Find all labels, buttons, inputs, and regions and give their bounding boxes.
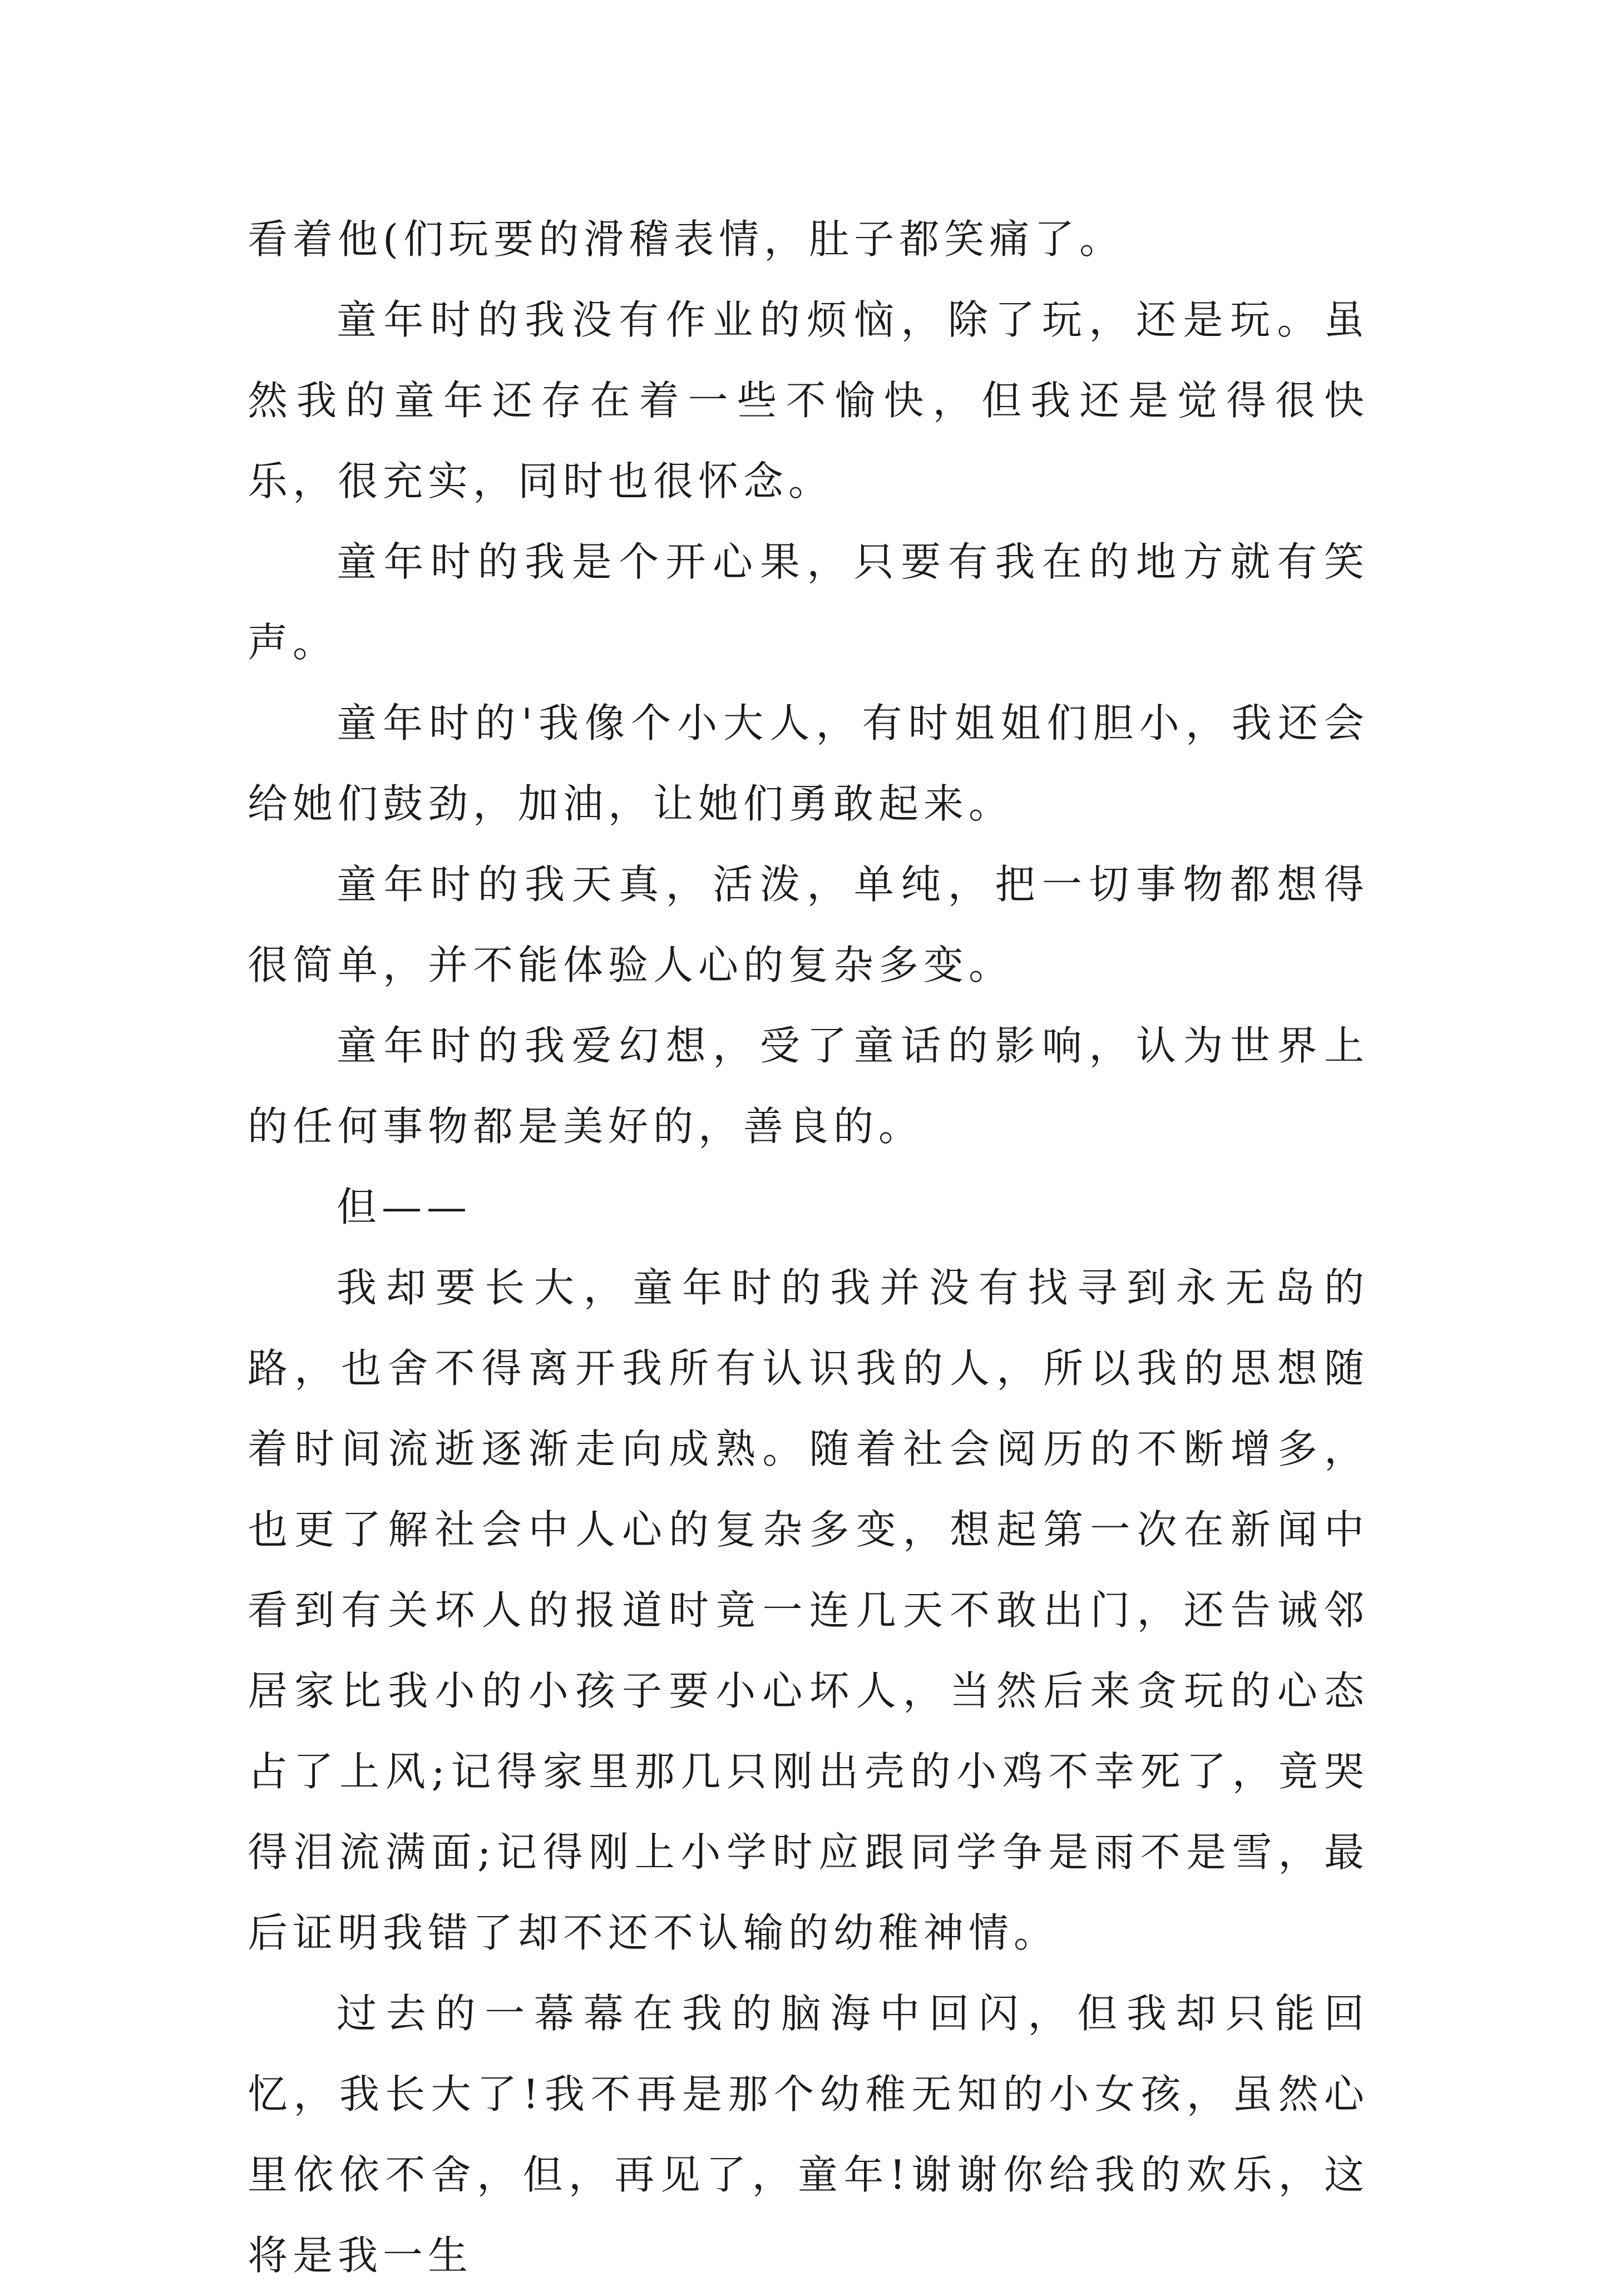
paragraph: 童年时的我爱幻想，受了童话的影响，认为世界上的任何事物都是美好的，善良的。 — [248, 1022, 1369, 1150]
paragraph: 过去的一幕幕在我的脑海中回闪，但我却只能回忆，我长大了!我不再是那个幼稚无知的小女孩，虽然心里依依不舍，但，再见了，童年!谢谢你给我的欢乐，这将是我一生 — [248, 1990, 1369, 2279]
paragraph: 我却要长大，童年时的我并没有找寻到永无岛的路，也舍不得离开我所有认识我的人，所以我的思想随着时间流逝逐渐走向成熟。随着社会阅历的不断增多，也更了解社会中人心的复杂多变，想起第一次在新闻中看到有关坏人的报道时竟一连几天不敢出门，还告诫邻居家比我小的小孩子要小心坏人，当然后来贪玩的心态占了上风;记得家里那几只刚出壳的小鸡不幸死了，竟哭得泪流满面;记得刚上小学时应跟同学争是雨不是雪，最后证明我错了却不还不认输的幼稚神情。 — [248, 1264, 1369, 1956]
paragraph: 童年时的我没有作业的烦恼，除了玩，还是玩。虽然我的童年还存在着一些不愉快，但我还是觉得很快乐，很充实，同时也很怀念。 — [248, 296, 1369, 504]
body-text — [248, 199, 1369, 2296]
paragraph: 童年时的'我像个小大人，有时姐姐们胆小，我还会给她们鼓劲，加油，让她们勇敢起来。 — [248, 700, 1369, 827]
paragraph: 但—— — [337, 1184, 472, 1230]
paragraph: 看着他(们玩要的滑稽表情，肚子都笑痛了。 — [248, 216, 1125, 263]
paragraph: 童年时的我是个开心果，只要有我在的地方就有笑声。 — [248, 538, 1369, 666]
paragraph: 童年时的我天真，活泼，单纯，把一切事物都想得很简单，并不能体验人心的复杂多变。 — [248, 861, 1369, 988]
